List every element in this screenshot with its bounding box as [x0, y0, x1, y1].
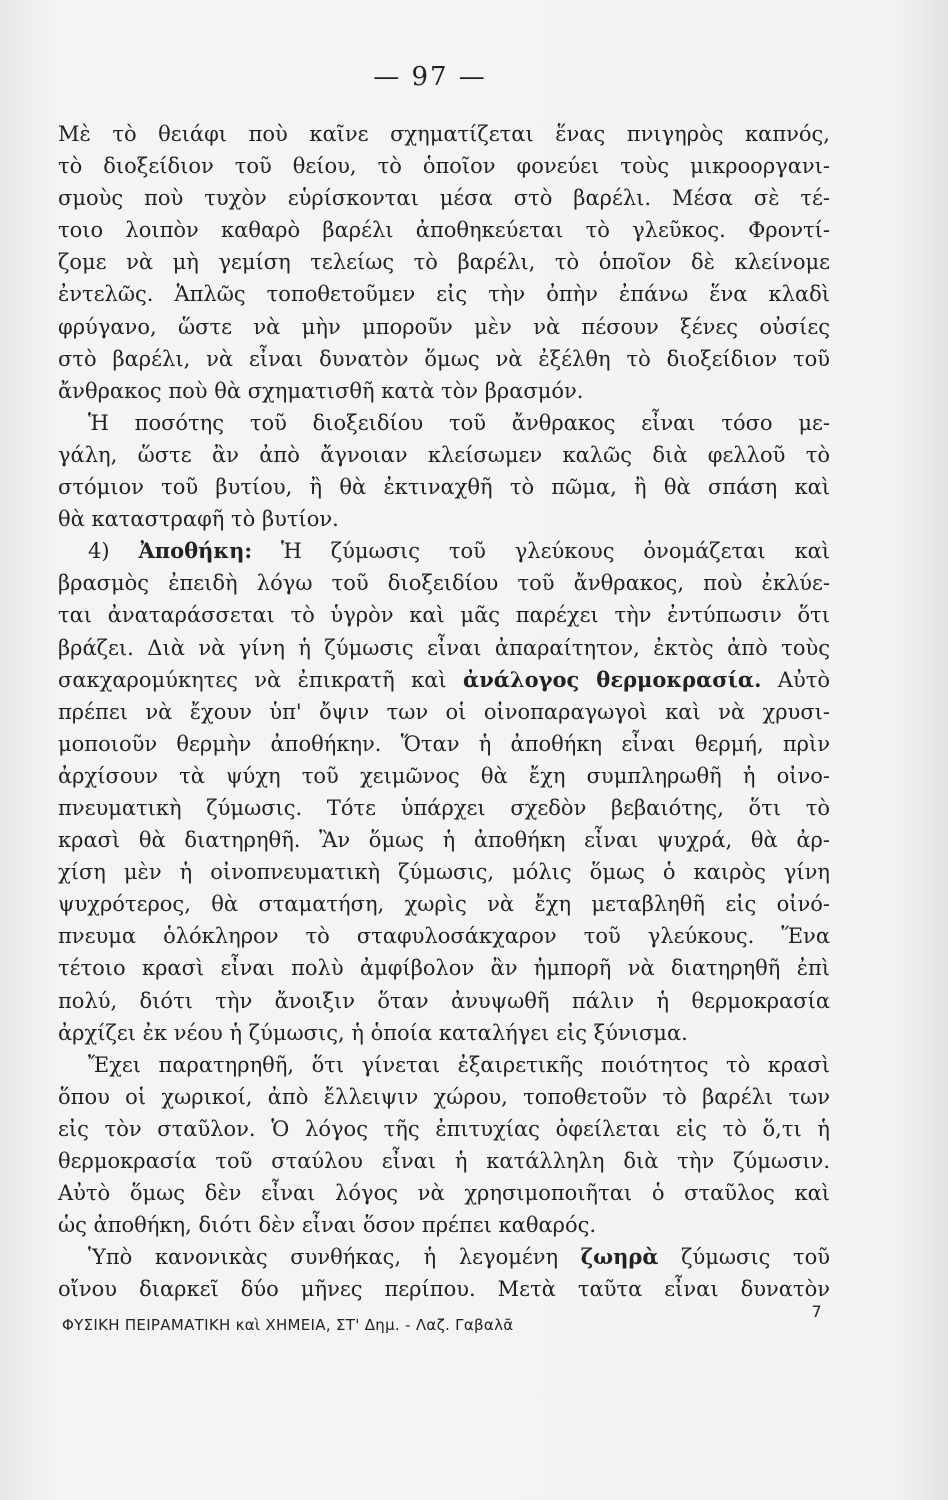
- text-line: σμοὺς ποὺ τυχὸν εὑρίσκονται μέσα στὸ βαρέλι. Μέσα σὲ τέ-: [58, 186, 830, 211]
- text-fragment: σακχαρομύκητες νὰ ἐπικρατῆ καὶ: [58, 667, 447, 692]
- text-line: Ἡ ποσότης τοῦ διοξειδίου τοῦ ἄνθρακος εἶναι τόσο με-: [88, 410, 830, 435]
- text-fragment: Αὐτὸ: [777, 667, 830, 692]
- text-line: χίση μὲν ἡ οἰνοπνευματικὴ ζύμωσις, μόλις ὅμως ὁ καιρὸς γίνη: [58, 860, 830, 885]
- text-line: οἴνου διαρκεῖ δύο μῆνες περίπου. Μετὰ ταῦτα εἶναι δυνατὸν: [58, 1277, 830, 1302]
- section-number: 4): [88, 539, 110, 564]
- text-fragment: ζύμωσις τοῦ: [681, 1245, 830, 1270]
- text-line: ψυχρότερος, θὰ σταματήση, χωρὶς νὰ ἔχη μεταβληθῆ εἰς οἰνό-: [58, 892, 830, 917]
- text-line: τὸ διοξείδιον τοῦ θείου, τὸ ὁποῖον φονεύει τοὺς μικροοργανι-: [58, 154, 830, 179]
- text-line-with-emphasis: [58, 1241, 830, 1273]
- emphasized-word: ζωηρὰ: [580, 1244, 659, 1270]
- section-heading-text: Ἡ ζύμωσις τοῦ γλεύκους ὀνομάζεται καὶ: [281, 539, 830, 564]
- text-line: φρύγανο, ὥστε νὰ μὴν μποροῦν μὲν νὰ πέσουν ξένες οὐσίες: [58, 314, 830, 339]
- body-text: [58, 118, 830, 1305]
- section-heading: Ἀποθήκη:: [138, 538, 253, 564]
- text-line: Ἔχει παρατηρηθῆ, ὅτι γίνεται ἐξαιρετικῆς ποιότητος τὸ κρασὶ: [88, 1052, 830, 1077]
- text-line: ἀρχίζει ἐκ νέου ἡ ζύμωσις, ἡ ὁποία καταλήγει εἰς ξύνισμα.: [58, 1020, 688, 1045]
- text-line: πνευματικὴ ζύμωσις. Τότε ὑπάρχει σχεδὸν βεβαιότης, ὅτι τὸ: [58, 795, 830, 820]
- text-line-with-emphasis: [58, 664, 830, 696]
- book-signature: ΦΥΣΙΚΗ ΠΕΙΡΑΜΑΤΙΚΗ καὶ ΧΗΜΕΙΑ, ΣΤ' Δημ. - Λαζ. Γαβαλᾶ: [62, 1316, 514, 1334]
- text-line: ὡς ἀποθήκη, διότι δὲν εἶναι ὅσον πρέπει καθαρός.: [58, 1213, 597, 1238]
- text-line: στὸ βαρέλι, νὰ εἶναι δυνατὸν ὅμως νὰ ἐξέλθη τὸ διοξείδιον τοῦ: [58, 346, 830, 371]
- text-line: ἐντελῶς. Ἁπλῶς τοποθετοῦμεν εἰς τὴν ὀπὴν ἐπάνω ἕνα κλαδὶ: [58, 282, 830, 307]
- page-footer: [62, 1302, 822, 1342]
- text-line: ται ἀναταράσσεται τὸ ὑγρὸν καὶ μᾶς παρέχει τὴν ἐντύπωσιν ὅτι: [58, 603, 830, 628]
- text-line: γάλη, ὥστε ἂν ἀπὸ ἄγνοιαν κλείσωμεν καλῶς διὰ φελλοῦ τὸ: [58, 442, 830, 467]
- text-line: βράζει. Διὰ νὰ γίνη ἡ ζύμωσις εἶναι ἀπαραίτητον, ἐκτὸς ἀπὸ τοὺς: [58, 635, 830, 660]
- text-line: πολύ, διότι τὴν ἄνοιξιν ὅταν ἀνυψωθῆ πάλιν ἡ θερμοκρασία: [58, 988, 830, 1013]
- text-line: πνευμα ὁλόκληρον τὸ σταφυλοσάκχαρον τοῦ γλεύκους. Ἕνα: [58, 924, 830, 949]
- text-line: βρασμὸς ἐπειδὴ λόγω τοῦ διοξειδίου τοῦ ἄνθρακος, ποὺ ἐκλύε-: [58, 571, 830, 596]
- text-line: κρασὶ θὰ διατηρηθῆ. Ἂν ὅμως ἡ ἀποθήκη εἶναι ψυχρά, θὰ ἀρ-: [58, 828, 830, 853]
- text-line: Μὲ τὸ θειάφι ποὺ καῖνε σχηματίζεται ἕνας πνιγηρὸς καπνός,: [58, 122, 830, 146]
- text-line: Αὐτὸ ὅμως δὲν εἶναι λόγος νὰ χρησιμοποιῆται ὁ σταῦλος καὶ: [58, 1181, 830, 1206]
- text-line: τοιο λοιπὸν καθαρὸ βαρέλι ἀποθηκεύεται τὸ γλεῦκος. Φροντί-: [58, 218, 830, 243]
- text-line: μοποιοῦν θερμὴν ἀποθήκην. Ὅταν ἡ ἀποθήκη εἶναι θερμή, πρὶν: [58, 731, 830, 756]
- text-line: ἀρχίσουν τὰ ψύχη τοῦ χειμῶνος θὰ ἔχη συμπληρωθῆ ἡ οἰνο-: [58, 763, 830, 788]
- printer-sheet-mark: 7: [811, 1302, 822, 1321]
- text-line: θερμοκρασία τοῦ σταύλου εἶναι ἡ κατάλληλη διὰ τὴν ζύμωσιν.: [58, 1149, 830, 1173]
- text-fragment: Ὑπὸ κανονικὰς συνθήκας, ἡ λεγομένη: [88, 1245, 559, 1270]
- text-line: στόμιον τοῦ βυτίου, ἢ θὰ ἐκτιναχθῆ τὸ πῶμα, ἢ θὰ σπάση καὶ: [58, 475, 830, 500]
- section-heading-line: [58, 535, 830, 567]
- text-line: ζομε νὰ μὴ γεμίση τελείως τὸ βαρέλι, τὸ ὁποῖον δὲ κλείνομε: [58, 250, 830, 275]
- text-line: θὰ καταστραφῆ τὸ βυτίον.: [58, 507, 339, 532]
- text-line: εἰς τὸν σταῦλον. Ὁ λόγος τῆς ἐπιτυχίας ὀφείλεται εἰς τὸ ὅ,τι ἡ: [58, 1116, 830, 1141]
- text-line: τέτοιο κρασὶ εἶναι πολὺ ἀμφίβολον ἂν ἠμπορῆ νὰ διατηρηθῆ ἐπὶ: [58, 956, 830, 981]
- emphasized-phrase: ἀνάλογος θερμοκρασία.: [463, 666, 762, 692]
- text-line: πρέπει νὰ ἔχουν ὑπ' ὄψιν των οἱ οἰνοπαραγωγοὶ καὶ νὰ χρυσι-: [58, 699, 830, 724]
- text-line: ἄνθρακος ποὺ θὰ σχηματισθῆ κατὰ τὸν βρασμόν.: [58, 378, 584, 403]
- page-number: — 97 —: [373, 62, 487, 92]
- text-line: ὅπου οἱ χωρικοί, ἀπὸ ἔλλειψιν χώρου, τοποθετοῦν τὸ βαρέλι των: [58, 1084, 830, 1109]
